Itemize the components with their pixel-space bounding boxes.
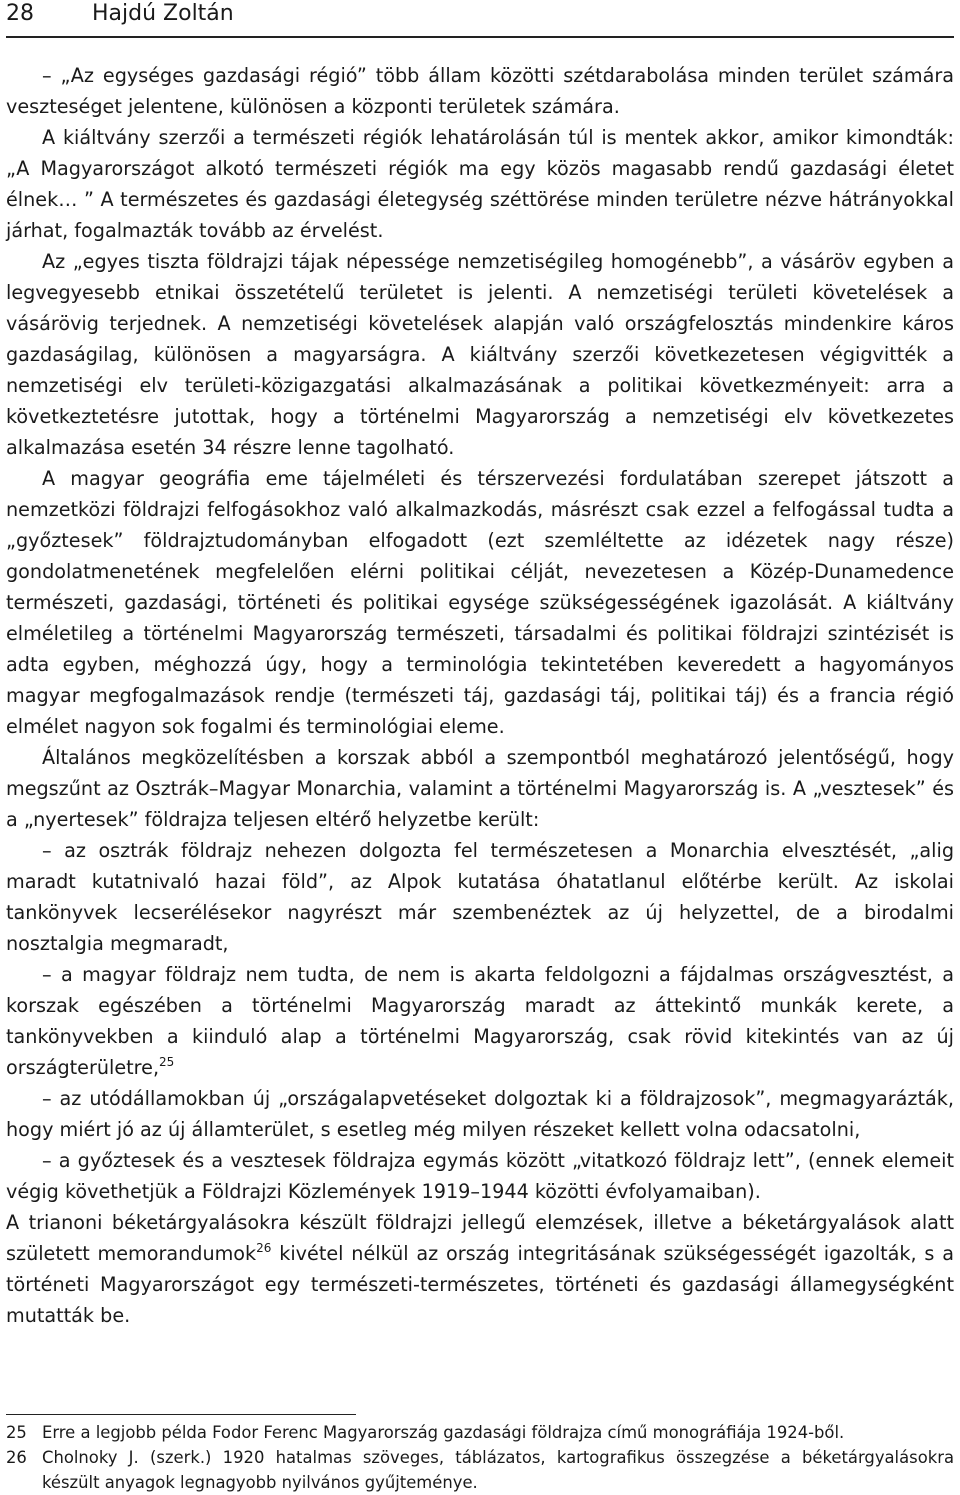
paragraph-text: kivétel nélkül az ország integritásának szükségességét igazolták, s a történeti Magyarországot egy természeti-természetes, történeti és gazdasági államegységként mutatták be. [6,1242,954,1327]
paragraph: – „Az egységes gazdasági régió” több állam közötti szétdarabolása minden terület számára veszteséget jelentene, különösen a központi területek számára. [6,64,954,118]
paragraph: Az „egyes tiszta földrajzi tájak népessége nemzetiségileg homogénebb”, a vásáröv egyben a legvegyesebb etnikai összetételű területet is jelenti. A nemzetiségi területi követelések a vásárövig terjednek. A nemzetiségi követelések alapján való országfelosztás mindenkire káros gazdaságilag, különösen a magyarságra. A kiáltvány szerzői következetesen végigvitték a nemzetiségi elv területi-közigazgatási alkalmazásának a politikai következményeit: arra a következtetésre jutottak, hogy a történelmi Magyarország a nemzetiségi elv következetes alkalmazása esetén 34 részre lenne tagolható. [6,250,954,459]
footnote-text: Erre a legjobb példa Fodor Ferenc Magyarország gazdasági földrajza című monográfiája 1924-ből. [42,1423,845,1442]
footnote-number: 25 [6,1423,27,1442]
list-item [6,959,954,1083]
list-item-text: – a magyar földrajz nem tudta, de nem is akarta feldolgozni a fájdalmas országvesztést, a korszak egészében a történelmi Magyarország maradt az áttekintő munkák kerete, a tankönyvekben a kiinduló alap a történelmi Magyarország, csak rövid kitekintés van az új országterületre, [6,963,954,1079]
list-item: – az utódállamokban új „országalapvetéseket dolgoztak ki a földrajzosok”, megmagyarázták, hogy miért jó az új államterület, s esetleg még milyen részeket kellett volna odacsatolni, [6,1087,954,1141]
list-item: – az osztrák földrajz nehezen dolgozta fel természetesen a Monarchia elvesztését, „alig maradt kutatnivaló hazai föld”, az Alpok kutatása óhatatlanul előtérbe került. Az iskolai tankönyvek lecserélésekor nagyrészt már szembenéztek az új helyzettel, de a birodalmi nosztalgia megmaradt, [6,839,954,955]
paragraph: Általános megközelítésben a korszak abból a szempontból meghatározó jelentőségű, hogy megszűnt az Osztrák–Magyar Monarchia, valamint a történelmi Magyarország is. A „vesztesek” és a „nyertesek” földrajza teljesen eltérő helyzetbe került: [6,746,954,831]
paragraph: A magyar geográfia eme tájelméleti és térszervezési fordulatában szerepet játszott a nemzetközi földrajzi felfogásokhoz való alkalmazkodás, másrészt csak ezzel a felfogással tudta a „győztesek” földrajztudományban elfogadott (ezt szemléltette az idézetek nagy része) gondolatmenetének megfelelően elérni politikai célját, nevezetesen a Közép-Dunamedence természeti, gazdasági, történeti és politikai egysége szükségességének igazolását. A kiáltvány elméletileg a történelmi Magyarország természeti, társadalmi és politikai földrajzi szintézisét is adta egyben, méghozzá úgy, hogy a terminológia tekintetében keveredett a hagyományos magyar megfogalmazások rendje (természeti táj, gazdasági táj, politikai táj) és a francia régió elmélet nagyon sok fogalmi és terminológiai eleme. [6,467,954,738]
footnote-ref[interactable]: 26 [256,1241,272,1255]
footnote [6,1445,954,1495]
running-header [6,0,954,38]
page-number: 28 [6,1,34,26]
list-item: – a győztesek és a vesztesek földrajza egymás között „vitatkozó földrajz lett”, (ennek elemeit végig követhetjük a Földrajzi Közlemények 1919–1944 közötti évfolyamaiban). [6,1149,954,1203]
paragraph: A kiáltvány szerzői a természeti régiók lehatárolásán túl is mentek akkor, amikor kimondták: „A Magyarországot alkotó természeti régiók ma egy közös magasabb rendű gazdasági életet élnek… ” A természetes és gazdasági életegység széttörése minden területre nézve hátrányokkal járhat, fogalmazták tovább az érvelést. [6,126,954,242]
paragraph [6,1207,954,1331]
footnote-text: Cholnoky J. (szerk.) 1920 hatalmas szöveges, táblázatos, kartografikus összegzése a béketárgyalásokra készült anyagok legnagyobb nyilvános gyűjteménye. [42,1448,954,1492]
footnote-ref[interactable]: 25 [159,1055,175,1069]
footnote-separator [6,1414,356,1415]
main-text [6,60,954,1331]
running-header-author: Hajdú Zoltán [92,1,234,26]
footnotes [6,1420,954,1495]
footnote [6,1420,954,1445]
footnote-number: 26 [6,1448,27,1467]
paragraph-text: A trianoni béketárgyalásokra készült földrajzi jellegű elemzések, illetve a béketárgyalások alatt született memorandumok [6,1211,954,1265]
